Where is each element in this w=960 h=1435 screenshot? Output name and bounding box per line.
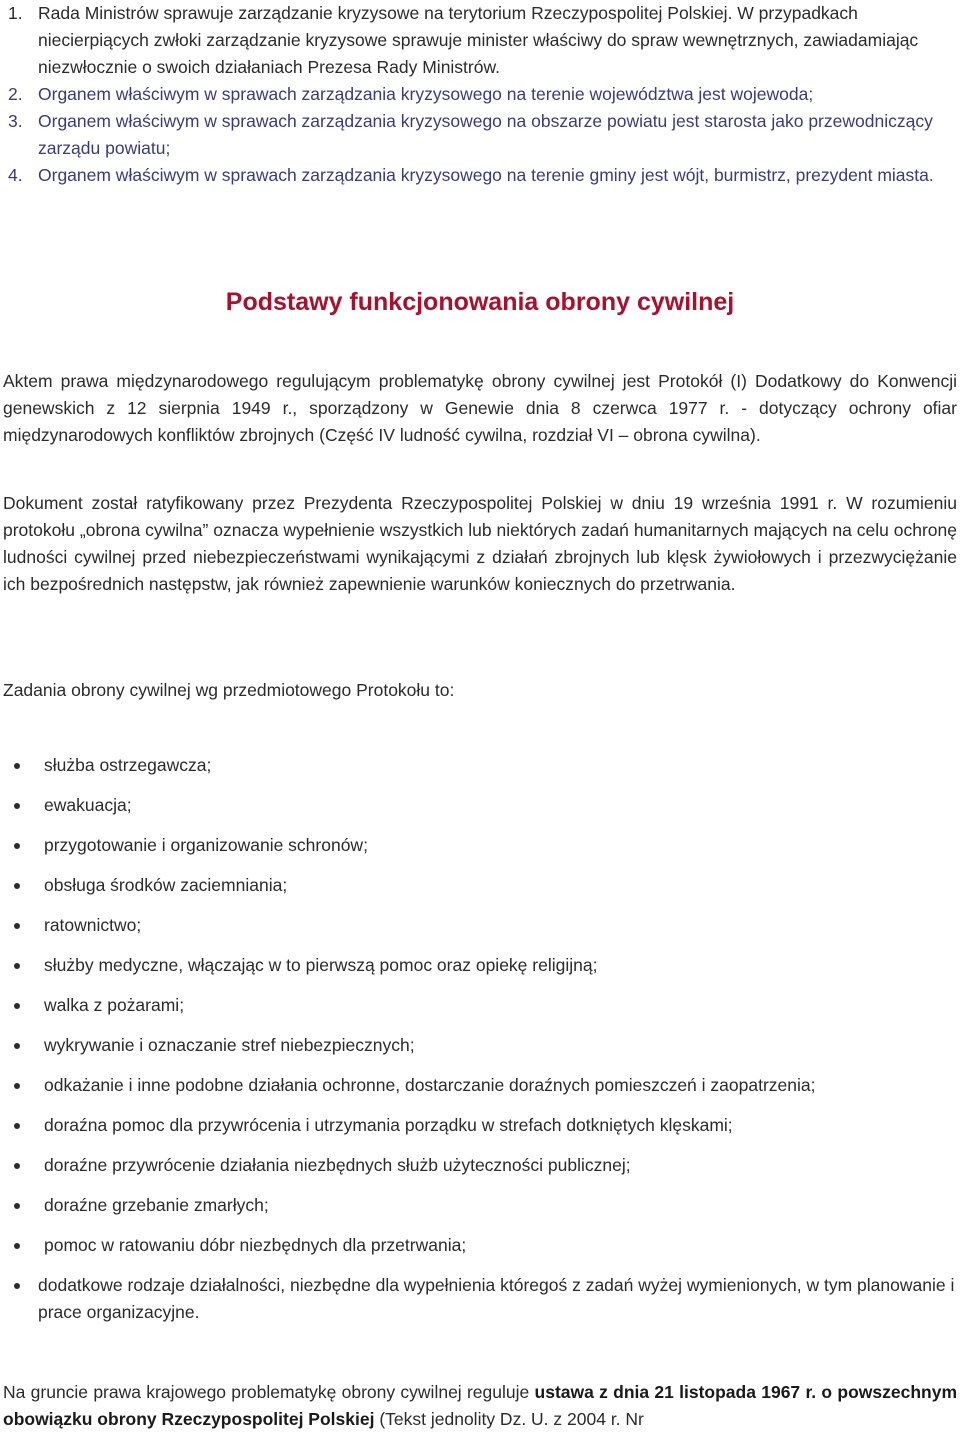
bullet-icon — [14, 843, 20, 849]
list-item — [8, 0, 952, 81]
bullet-icon — [14, 1163, 20, 1169]
task-item — [0, 792, 960, 819]
list-item — [8, 162, 952, 189]
item-number: 2. — [8, 84, 23, 104]
item-text: Organem właściwym w sprawach zarządzania kryzysowego na terenie gminy jest wójt, burmistrz, prezydent miasta. — [38, 165, 934, 185]
act-title: ustawa z dnia 21 listopada 1967 r. o powszechnym obowiązku obrony Rzeczypospolitej Polskiej — [3, 1382, 958, 1429]
task-text: przygotowanie i organizowanie schronów; — [44, 835, 368, 855]
bullet-icon — [14, 1083, 20, 1089]
task-text: doraźna pomoc dla przywrócenia i utrzymania porządku w strefach dotkniętych klęskami; — [44, 1115, 733, 1135]
task-item — [0, 1112, 960, 1139]
item-text: Organem właściwym w sprawach zarządzania kryzysowego na terenie województwa jest wojewoda; — [38, 84, 814, 104]
item-text: Rada Ministrów sprawuje zarządzanie kryzysowe na terytorium Rzeczypospolitej Polskiej. W przypadkach niecierpiących zwłoki zarządzanie kryzysowe sprawuje minister właściwy do spraw wewnętrznych, zawiadamiając niezwłocznie o swoich działaniach Prezesa Rady Ministrów. — [38, 3, 919, 77]
task-text: służba ostrzegawcza; — [44, 755, 212, 775]
task-item — [0, 832, 960, 859]
task-item — [0, 1192, 960, 1219]
bullet-icon — [14, 1123, 20, 1129]
paragraph-tasks-intro: Zadania obrony cywilnej wg przedmiotowego Protokołu to: — [3, 680, 455, 700]
task-text: wykrywanie i oznaczanie stref niebezpiecznych; — [44, 1035, 415, 1055]
item-number: 4. — [8, 165, 23, 185]
bullet-icon — [14, 763, 20, 769]
task-item — [0, 872, 960, 899]
task-text: dodatkowe rodzaje działalności, niezbędne dla wypełnienia któregoś z zadań wyżej wymienionych, w tym planowanie i prace organizacyjne. — [38, 1275, 955, 1322]
task-text: doraźne grzebanie zmarłych; — [44, 1195, 269, 1215]
task-text: odkażanie i inne podobne działania ochronne, dostarczanie doraźnych pomieszczeń i zaopatrzenia; — [44, 1075, 816, 1095]
task-item — [0, 752, 960, 779]
task-item — [0, 1272, 960, 1326]
task-text: doraźne przywrócenie działania niezbędnych służb użyteczności publicznej; — [44, 1155, 631, 1175]
paragraph-national-law — [3, 1379, 957, 1433]
bullet-icon — [14, 1003, 20, 1009]
task-text: ewakuacja; — [44, 795, 132, 815]
task-item — [0, 952, 960, 979]
bullet-icon — [14, 803, 20, 809]
list-item — [8, 81, 952, 108]
national-law-lead: Na gruncie prawa krajowego problematykę obrony cywilnej reguluje — [3, 1382, 535, 1402]
task-text: pomoc w ratowaniu dóbr niezbędnych dla przetrwania; — [44, 1235, 467, 1255]
task-item — [0, 912, 960, 939]
national-law-reference: (Tekst jednolity Dz. U. z 2004 r. Nr — [374, 1409, 644, 1429]
bullet-icon — [14, 1203, 20, 1209]
task-item — [0, 1032, 960, 1059]
item-text: Organem właściwym w sprawach zarządzania kryzysowego na obszarze powiatu jest starosta jako przewodniczący zarządu powiatu; — [38, 111, 933, 158]
task-text: walka z pożarami; — [44, 995, 185, 1015]
task-item — [0, 1072, 960, 1099]
task-text: służby medyczne, włączając w to pierwszą pomoc oraz opiekę religijną; — [44, 955, 598, 975]
list-item — [8, 108, 952, 162]
tasks-list — [0, 752, 960, 1339]
paragraph-protocol: Aktem prawa międzynarodowego regulującym problematykę obrony cywilnej jest Protokół (I) Dodatkowy do Konwencji genewskich z 12 sierpnia 1949 r., sporządzony w Genewie dnia 8 czerwca 1977 r. - dotyczący ochrony ofiar międzynarodowych konfliktów zbrojnych (Część IV ludność cywilna, rozdział VI – obrona cywilna). — [3, 371, 957, 445]
section-heading: Podstawy funkcjonowania obrony cywilnej — [225, 288, 735, 316]
task-text: obsługa środków zaciemniania; — [44, 875, 288, 895]
bullet-icon — [14, 1243, 20, 1249]
bullet-icon — [14, 963, 20, 969]
numbered-list — [8, 0, 952, 189]
bullet-icon — [14, 1283, 20, 1289]
bullet-icon — [14, 923, 20, 929]
paragraph-ratification: Dokument został ratyfikowany przez Prezydenta Rzeczypospolitej Polskiej w dniu 19 września 1991 r. W rozumieniu protokołu „obrona cywilna” oznacza wypełnienie wszystkich lub niektórych zadań humanitarnych mających na celu ochronę ludności cywilnej przed niebezpieczeństwami wynikającymi z działań zbrojnych lub klęsk żywiołowych i przezwyciężanie ich bezpośrednich następstw, jak również zapewnienie warunków koniecznych do przetrwania. — [3, 493, 957, 594]
bullet-icon — [14, 1043, 20, 1049]
item-number: 1. — [8, 3, 23, 23]
item-number: 3. — [8, 111, 23, 131]
task-item — [0, 992, 960, 1019]
task-item — [0, 1152, 960, 1179]
task-item — [0, 1232, 960, 1259]
task-text: ratownictwo; — [44, 915, 142, 935]
bullet-icon — [14, 883, 20, 889]
